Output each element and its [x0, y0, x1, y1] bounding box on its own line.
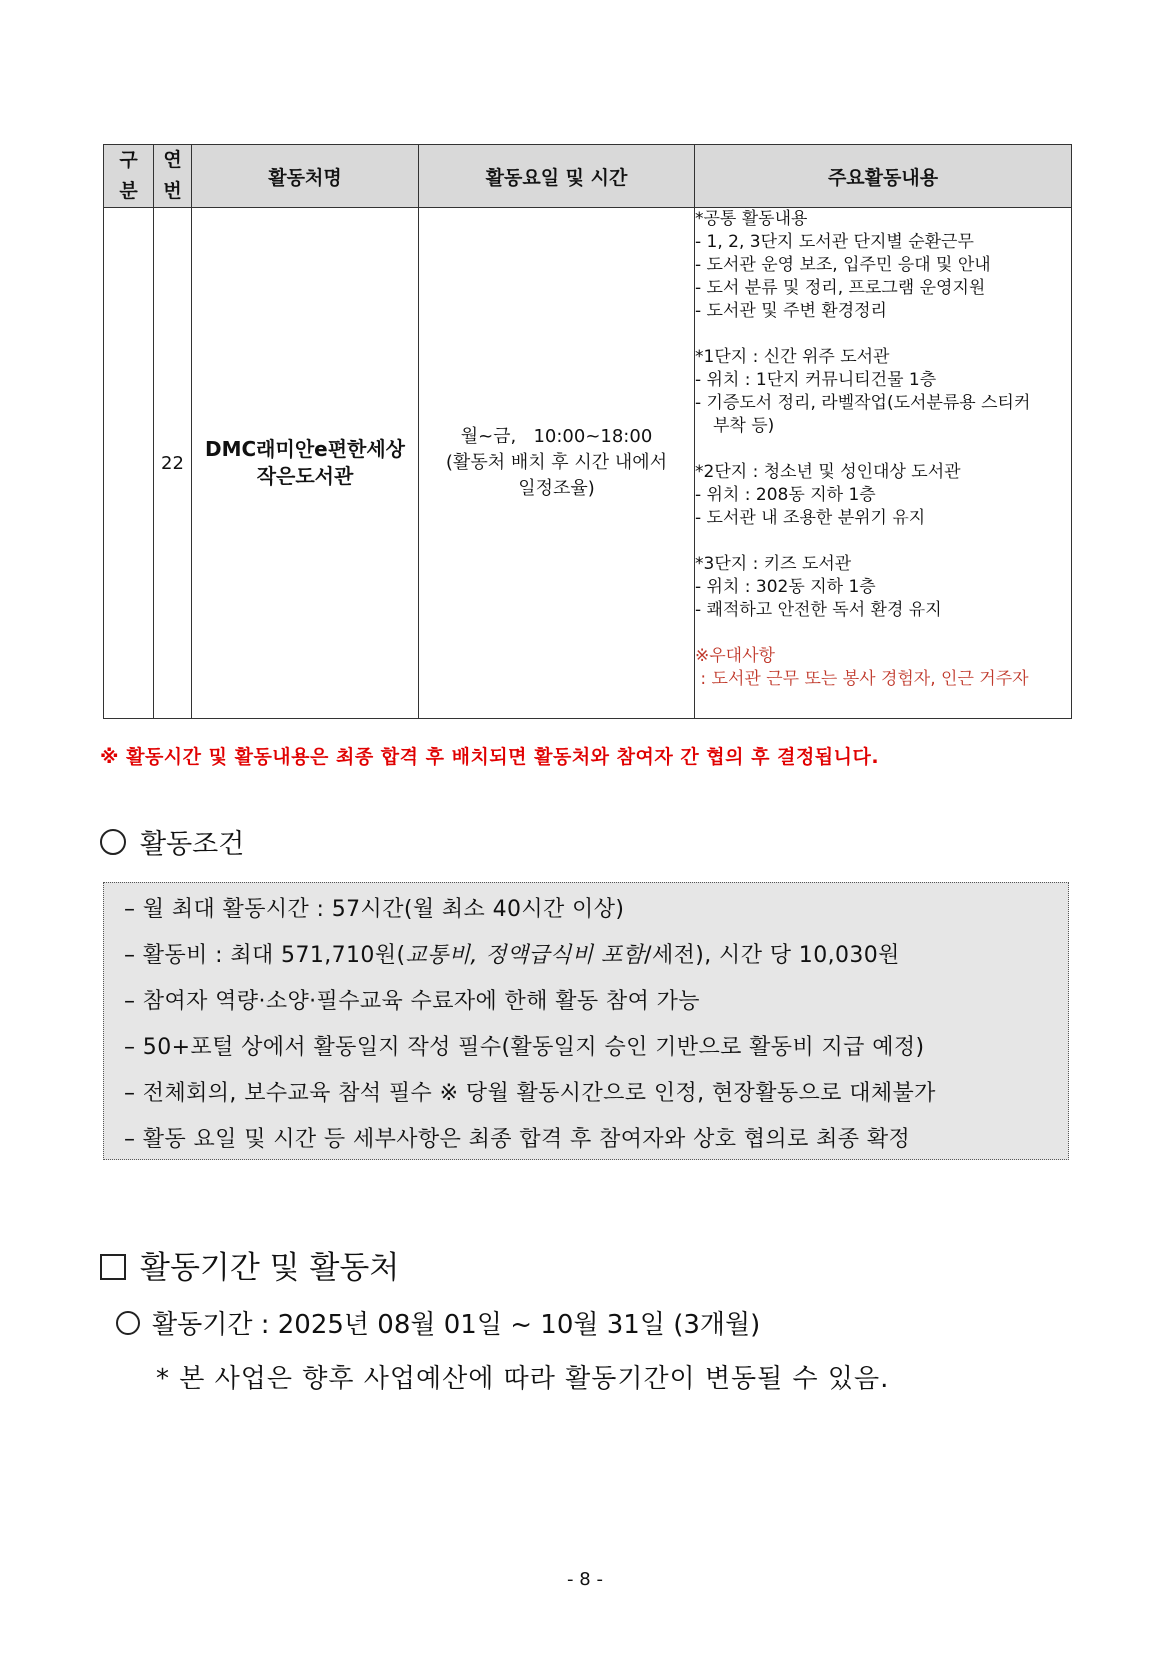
page-number: - 8 - [567, 1569, 603, 1590]
condition-item: – 참여자 역량·소양·필수교육 수료자에 한해 활동 참여 가능 [124, 989, 700, 1014]
cell-category [104, 208, 154, 719]
content-d1-2: - 기증도서 정리, 라벨작업(도서분류용 스티커 [695, 393, 1031, 413]
content-d1-title: *1단지 : 신간 위주 도서관 [695, 347, 890, 367]
condition-item: – 50+포털 상에서 활동일지 작성 필수(활동일지 승인 기반으로 활동비 지급 예정) [124, 1035, 925, 1060]
content-common-3: - 도서 분류 및 정리, 프로그램 운영지원 [695, 278, 986, 298]
conditions-heading [100, 822, 244, 861]
content-d1-2b: 부착 등) [713, 416, 775, 436]
schedule-line1: 월~금, 10:00~18:00 [460, 426, 653, 447]
place-name-line2: 작은도서관 [256, 464, 354, 488]
conditions-title: 활동조건 [140, 829, 245, 860]
period-note: * 본 사업은 향후 사업예산에 따라 활동기간이 변동될 수 있음. [156, 1364, 890, 1394]
content-d3-title: *3단지 : 키즈 도서관 [695, 554, 852, 574]
content-d2-1: - 위치 : 208동 지하 1층 [695, 485, 876, 505]
activity-table [103, 144, 1072, 719]
content-d3-2: - 쾌적하고 안전한 독서 환경 유지 [695, 600, 942, 620]
header-category-top: 구 [119, 149, 138, 171]
content-d2-title: *2단지 : 청소년 및 성인대상 도서관 [695, 462, 961, 482]
period-section-title: 활동기간 및 활동처 [140, 1250, 400, 1286]
table-notice: ※ 활동시간 및 활동내용은 최종 합격 후 배치되면 활동처와 참여자 간 협의 후 결정됩니다. [100, 746, 880, 768]
circle-bullet-icon [100, 829, 126, 855]
period-text: 활동기간 : 2025년 08월 01일 ~ 10월 31일 (3개월) [152, 1310, 761, 1340]
place-name-line1: DMC래미안e편한세상 [205, 437, 405, 461]
cell-content [695, 208, 1072, 719]
square-bullet-icon [100, 1254, 126, 1280]
condition-item: – 월 최대 활동시간 : 57시간(월 최소 40시간 이상) [124, 897, 625, 922]
content-common-2: - 도서관 운영 보조, 입주민 응대 및 안내 [695, 255, 991, 275]
table-row [104, 208, 1072, 719]
content-common-title: *공통 활동내용 [695, 209, 808, 229]
content-d2-2: - 도서관 내 조용한 분위기 유지 [695, 508, 926, 528]
header-serial [154, 145, 192, 208]
schedule-line2: (활동처 배치 후 시간 내에서 [445, 452, 668, 473]
header-category [104, 145, 154, 208]
fee-italic: 교통비, 정액급식비 포함 [405, 943, 645, 968]
table-header-row [104, 145, 1072, 208]
content-d3-1: - 위치 : 302동 지하 1층 [695, 577, 876, 597]
header-content: 주요활동내용 [695, 145, 1072, 208]
conditions-box [103, 882, 1069, 1160]
content-common-4: - 도서관 및 주변 환경정리 [695, 301, 887, 321]
circle-bullet-icon [116, 1311, 140, 1335]
header-category-bottom: 분 [119, 180, 138, 202]
fee-suffix: /세전), 시간 당 10,030원 [644, 943, 900, 968]
header-schedule: 활동요일 및 시간 [419, 145, 695, 208]
header-serial-bottom: 번 [163, 180, 182, 202]
content-d1-1: - 위치 : 1단지 커뮤니티건물 1층 [695, 370, 937, 390]
cell-place [192, 208, 419, 719]
condition-item: – 전체회의, 보수교육 참석 필수 ※ 당월 활동시간으로 인정, 현장활동으로 대체불가 [124, 1081, 936, 1106]
header-serial-top: 연 [163, 149, 182, 171]
schedule-line3: 일정조율) [518, 478, 595, 499]
condition-item-fee [124, 933, 1068, 979]
period-section-heading [100, 1242, 399, 1287]
content-preference-1: : 도서관 근무 또는 봉사 경험자, 인근 거주자 [695, 669, 1029, 689]
cell-serial: 22 [154, 208, 192, 719]
content-preference-title: ※우대사항 [695, 646, 775, 666]
cell-schedule [419, 208, 695, 719]
fee-prefix: – 활동비 : 최대 571,710원( [124, 943, 406, 968]
header-place: 활동처명 [192, 145, 419, 208]
condition-item: – 활동 요일 및 시간 등 세부사항은 최종 합격 후 참여자와 상호 협의로 최종 확정 [124, 1127, 911, 1152]
period-line [116, 1304, 760, 1341]
content-common-1: - 1, 2, 3단지 도서관 단지별 순환근무 [695, 232, 974, 252]
